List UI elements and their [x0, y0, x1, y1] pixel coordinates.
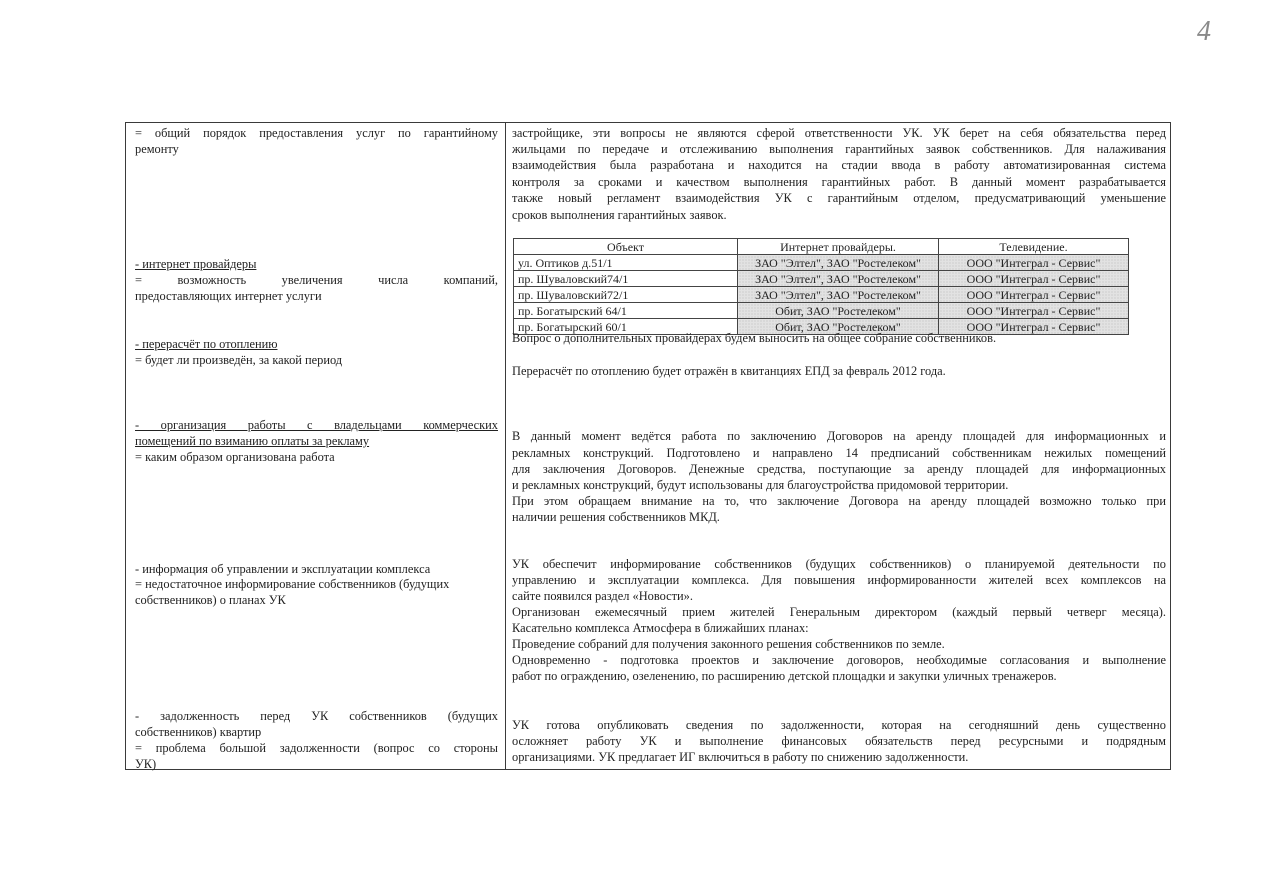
row6-left-line2: собственников) квартир [135, 725, 262, 739]
provider-cell-tv: ООО "Интеграл - Сервис" [939, 255, 1129, 271]
row6-left-line4: УК) [135, 757, 157, 771]
row4-left-line1: = каким образом организована работа [135, 450, 335, 464]
row5-right-line5: Касательно комплекса Атмосфера в ближайших планах: [512, 621, 809, 635]
row5-right-line7: Одновременно - подготовка проектов и заключение договоров, необходимые согласования и выполнение [512, 653, 1166, 667]
row1-right-line6: сроков выполнения гарантийных заявок. [512, 208, 727, 222]
provider-col-object: Объект [514, 239, 738, 255]
provider-cell-object: пр. Шуваловский72/1 [514, 287, 738, 303]
row1-right-line4: контроля за сроками и качеством выполнения гарантийных работ. В данный момент разрабатывается [512, 175, 1166, 189]
provider-cell-object: пр. Богатырский 60/1 [514, 319, 738, 335]
row5-left-line2: = недостаточное информирование собственников (будущих [135, 577, 450, 591]
row5-left-line3: собственников) о планах УК [135, 593, 286, 607]
provider-cell-internet: ЗАО "Элтел", ЗАО "Ростелеком" [738, 255, 939, 271]
provider-col-internet: Интернет провайдеры. [738, 239, 939, 255]
row2-right-line1: Вопрос о дополнительных провайдерах будем выносить на общее собрание собственников. [512, 331, 997, 345]
provider-cell-object: ул. Оптиков д.51/1 [514, 255, 738, 271]
row4-right-line6: наличии решения собственников МКД. [512, 510, 720, 524]
provider-cell-tv: ООО "Интеграл - Сервис" [939, 319, 1129, 335]
row6-right-line1: УК готова опубликовать сведения по задолженности, которая на сегодняшний день существенно [512, 718, 1166, 732]
provider-col-tv: Телевидение. [939, 239, 1129, 255]
row3-left-line1: = будет ли произведён, за какой период [135, 353, 343, 367]
table-row [514, 255, 1129, 271]
row5-right-line4: Организован ежемесячный прием жителей Генеральным директором (каждый первый четверг месяца). [512, 605, 1166, 619]
column-divider [505, 123, 506, 769]
row2-left-line1: = возможность увеличения числа компаний, [135, 273, 498, 287]
row5-right-line2: управлению и эксплуатации комплекса. Для повышения информированности жителей всех комплексов на [512, 573, 1166, 587]
row1-right-line2: жильцами по передаче и отслеживанию выполнения гарантийных заявок собственников. Для налаживания [512, 142, 1166, 156]
row4-right-line1: В данный момент ведётся работа по заключению Договоров на аренду площадей для информационных и [512, 429, 1166, 443]
row4-right-line2: рекламных конструкций. Подготовлено и направлено 14 предписаний собственникам нежилых помещений [512, 446, 1166, 460]
row5-right-line6: Проведение собраний для получения законного решения собственников по земле. [512, 637, 945, 651]
row4-left-title2: помещений по взиманию оплаты за рекламу [135, 434, 370, 448]
row4-left-title1: - организация работы с владельцами коммерческих [135, 418, 498, 432]
row6-right-line2: осложняет работу УК и выполнение финансовых обязательств перед ресурсными и подрядным [512, 734, 1166, 748]
provider-cell-tv: ООО "Интеграл - Сервис" [939, 271, 1129, 287]
provider-cell-object: пр. Богатырский 64/1 [514, 303, 738, 319]
row1-left-line2: ремонту [135, 142, 179, 156]
table-row [514, 303, 1129, 319]
row4-right-line3: для заключения Договоров. Денежные средства, поступающие за аренду площадей для информационных [512, 462, 1166, 476]
provider-table [513, 238, 1129, 335]
row5-right-line1: УК обеспечит информирование собственников (будущих собственников) о планируемой деятельности по [512, 557, 1166, 571]
row1-right-line5: также новый регламент взаимодействия УК с гарантийным отделом, предусматривающий уменьшение [512, 191, 1166, 205]
row5-left-line1: - информация об управлении и эксплуатации комплекса [135, 562, 431, 576]
row3-left-title: - перерасчёт по отоплению [135, 337, 278, 351]
provider-table-header [514, 239, 1129, 255]
row6-left-line3: = проблема большой задолженности (вопрос со стороны [135, 741, 498, 755]
row2-left-line2: предоставляющих интернет услуги [135, 289, 322, 303]
provider-cell-tv: ООО "Интеграл - Сервис" [939, 303, 1129, 319]
provider-cell-internet: ЗАО "Элтел", ЗАО "Ростелеком" [738, 271, 939, 287]
row1-left-line1: = общий порядок предоставления услуг по гарантийному [135, 126, 498, 140]
provider-cell-internet: Обит, ЗАО "Ростелеком" [738, 303, 939, 319]
row4-right-line4: и рекламных конструкций, будут использованы для благоустройства придомовой территории. [512, 478, 1009, 492]
main-table [125, 122, 1171, 770]
table-row [514, 287, 1129, 303]
row6-left-line1: - задолженность перед УК собственников (будущих [135, 709, 498, 723]
row2-left-title: - интернет провайдеры [135, 257, 257, 271]
provider-cell-tv: ООО "Интеграл - Сервис" [939, 287, 1129, 303]
row1-right-line1: застройщике, эти вопросы не являются сферой ответственности УК. УК берет на себя обязательства перед [512, 126, 1166, 140]
row3-right-line1: Перерасчёт по отоплению будет отражён в квитанциях ЕПД за февраль 2012 года. [512, 364, 946, 378]
provider-cell-internet: ЗАО "Элтел", ЗАО "Ростелеком" [738, 287, 939, 303]
row4-right-line5: При этом обращаем внимание на то, что заключение Договора на аренду площадей возможно только при [512, 494, 1166, 508]
row5-right-line3: сайте появился раздел «Новости». [512, 589, 693, 603]
table-row [514, 271, 1129, 287]
page-number: 4 [1197, 16, 1211, 47]
row6-right-line3: организациями. УК предлагает ИГ включиться в работу по снижению задолженности. [512, 750, 969, 764]
row1-right-line3: взаимодействия была разработана и находится на стадии ввода в работу автоматизированная система [512, 158, 1166, 172]
provider-cell-object: пр. Шуваловский74/1 [514, 271, 738, 287]
row5-right-line8: работ по ограждению, озеленению, по расширению детской площадки и закупки уличных тренажеров. [512, 669, 1057, 683]
provider-cell-internet: Обит, ЗАО "Ростелеком" [738, 319, 939, 335]
